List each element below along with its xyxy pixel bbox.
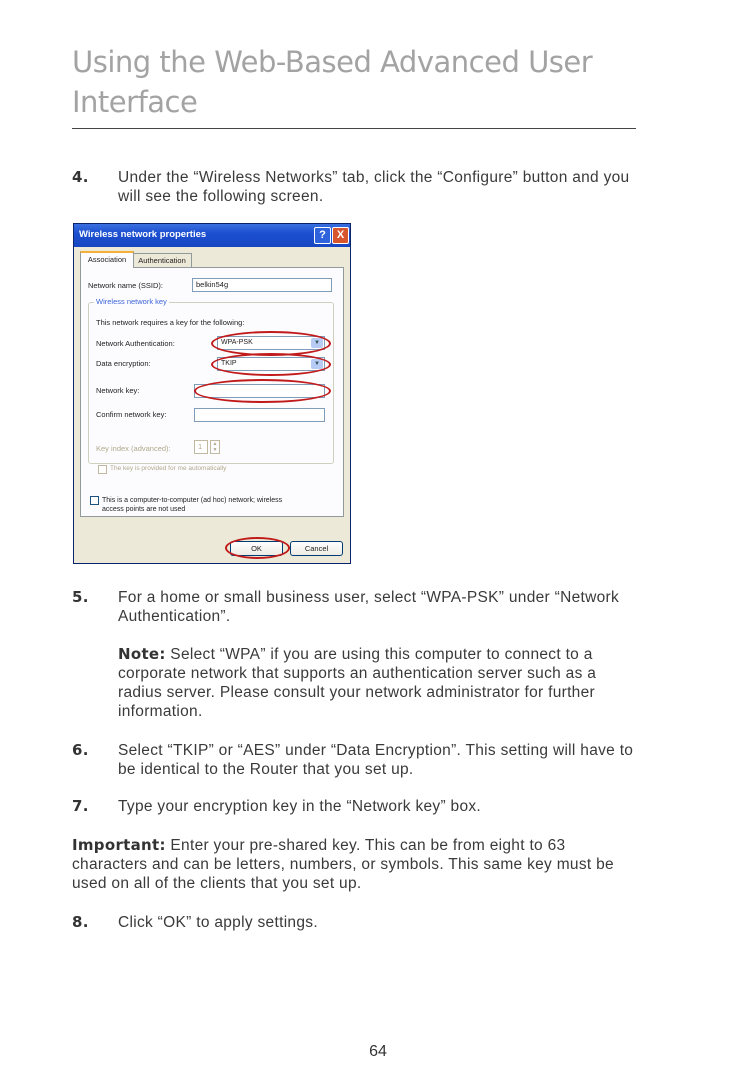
important-paragraph	[72, 836, 638, 893]
close-icon[interactable]: X	[332, 227, 349, 244]
ssid-field[interactable]: belkin54g	[192, 278, 332, 292]
tab-association[interactable]: Association	[80, 251, 134, 268]
key-index-spinner[interactable]: ▲ ▼	[210, 440, 220, 454]
dialog-title: Wireless network properties	[79, 229, 207, 240]
cancel-button[interactable]: Cancel	[290, 541, 343, 556]
step-text: Click “OK” to apply settings.	[118, 914, 318, 931]
step-5	[72, 588, 638, 626]
header-rule	[72, 128, 636, 129]
key-index-label: Key index (advanced):	[96, 444, 171, 453]
page-header	[72, 42, 636, 129]
auth-select[interactable]	[217, 336, 325, 350]
help-icon[interactable]: ?	[314, 227, 331, 244]
confirm-label: Confirm network key:	[96, 410, 167, 419]
wireless-network-properties-dialog	[73, 223, 351, 564]
auto-key-label: The key is provided for me automatically	[110, 465, 227, 472]
key-label: Network key:	[96, 386, 140, 395]
step-text: Type your encryption key in the “Network key” box.	[118, 798, 482, 815]
page-number: 64	[369, 1043, 387, 1060]
step-number: 6.	[72, 741, 89, 759]
network-key-input[interactable]	[194, 384, 325, 398]
step-number: 8.	[72, 913, 89, 931]
chevron-down-icon[interactable]: ▼	[311, 338, 323, 348]
note-paragraph	[118, 645, 638, 721]
group-intro: This network requires a key for the following:	[96, 318, 245, 327]
step-7	[72, 797, 638, 816]
step-number: 4.	[72, 168, 89, 186]
adhoc-label-line1: This is a computer-to-computer (ad hoc) network; wireless	[102, 497, 283, 504]
group-title: Wireless network key	[96, 297, 167, 306]
step-number: 5.	[72, 588, 89, 606]
page-title: Using the Web-Based Advanced User Interface	[72, 45, 593, 119]
step-text: Under the “Wireless Networks” tab, click the “Configure” button and you will see the following screen.	[118, 169, 630, 205]
chevron-down-icon[interactable]: ▼	[311, 359, 323, 369]
enc-select[interactable]	[217, 357, 325, 371]
tab-authentication[interactable]: Authentication	[132, 253, 192, 268]
step-text: Select “TKIP” or “AES” under “Data Encryption”. This setting will have to be identical to the Router that you set up.	[118, 742, 634, 778]
auth-label: Network Authentication:	[96, 339, 175, 348]
enc-label: Data encryption:	[96, 359, 151, 368]
adhoc-checkbox[interactable]	[90, 496, 99, 505]
key-index-field[interactable]: 1	[194, 440, 208, 454]
note-lead: Note:	[118, 645, 166, 663]
note-text: Select “WPA” if you are using this computer to connect to a corporate network that supports an authentication server such as a radius server. Please consult your network administrator for further information.	[118, 646, 597, 720]
step-6	[72, 741, 638, 779]
auth-select-value: WPA-PSK	[221, 339, 253, 346]
auto-key-checkbox[interactable]	[98, 465, 107, 474]
step-4	[72, 168, 638, 206]
confirm-key-input[interactable]	[194, 408, 325, 422]
adhoc-label-line2: access points are not used	[102, 506, 186, 513]
ok-button[interactable]: OK	[230, 541, 283, 556]
ssid-label: Network name (SSID):	[88, 281, 164, 290]
important-text: Enter your pre-shared key. This can be from eight to 63 characters and can be letters, numbers, or symbols. This same key must be used on all of the clients that you set up.	[72, 837, 614, 892]
step-8	[72, 913, 638, 932]
enc-select-value: TKIP	[221, 360, 237, 367]
important-lead: Important:	[72, 836, 166, 854]
step-text: For a home or small business user, select “WPA-PSK” under “Network Authentication”.	[118, 589, 620, 625]
dialog-titlebar	[74, 224, 350, 247]
step-number: 7.	[72, 797, 89, 815]
